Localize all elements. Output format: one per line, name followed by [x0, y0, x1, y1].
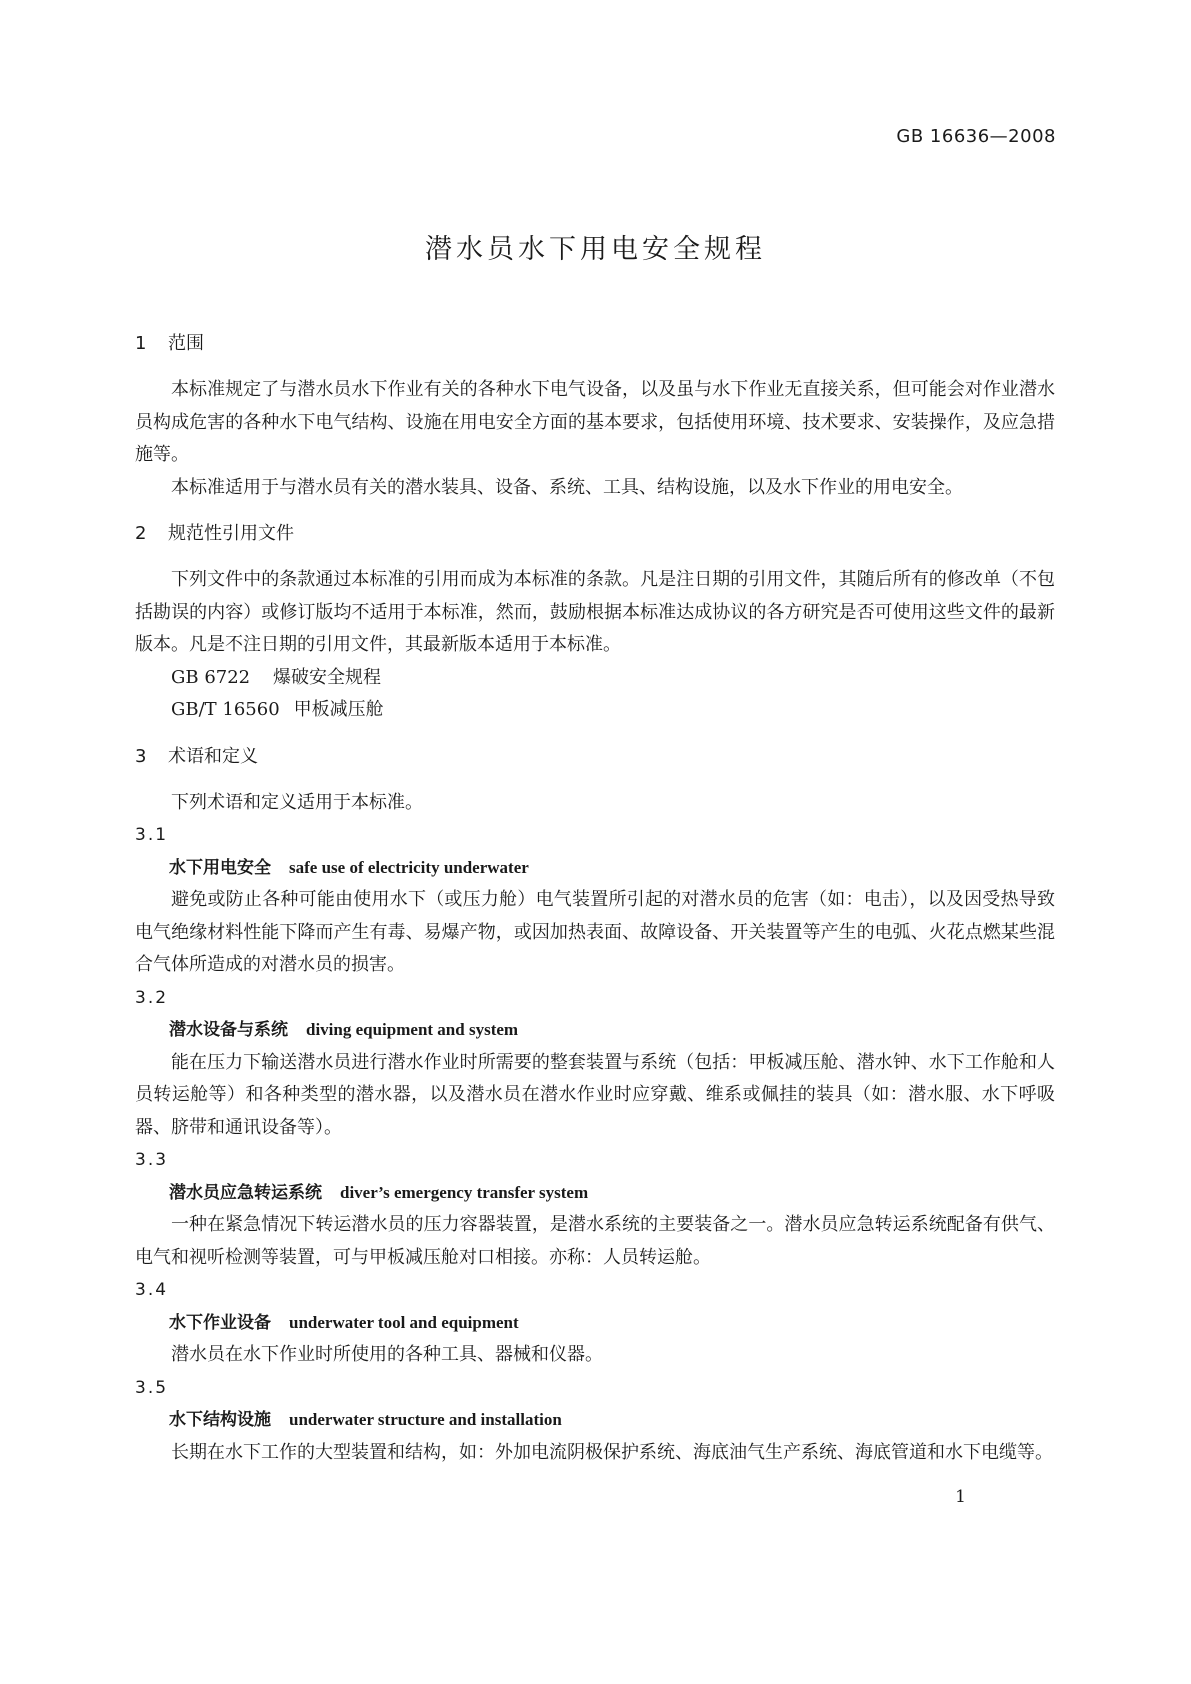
section-title: 范围	[168, 333, 204, 354]
document-body	[135, 332, 1055, 1469]
term-name-zh: 水下用电安全	[169, 857, 271, 878]
term-name-en: underwater structure and installation	[289, 1410, 562, 1429]
term-name-en: underwater tool and equipment	[289, 1312, 519, 1332]
term-name	[135, 852, 1055, 885]
term-number: 3.3	[135, 1150, 169, 1170]
terms-intro: 下列术语和定义适用于本标准。	[171, 791, 423, 813]
term-name-en: diver’s emergency transfer system	[340, 1182, 589, 1202]
scope-paragraph-2: 本标准适用于与潜水员有关的潜水装具、设备、系统、工具、结构设施，以及水下作业的用电安全。	[171, 476, 963, 498]
reference-entry	[135, 694, 1055, 727]
reference-code: GB 6722	[171, 666, 251, 688]
term-definition: 长期在水下工作的大型装置和结构，如：外加电流阴极保护系统、海底油气生产系统、海底管道和水下电缆等。	[171, 1441, 1053, 1463]
section-heading-normative-references	[135, 522, 1055, 546]
reference-code: GB/T 16560	[171, 699, 280, 720]
page-number: 1	[955, 1487, 966, 1507]
reference-entry	[135, 662, 1055, 695]
term-number: 3.2	[135, 987, 169, 1008]
reference-name: 甲板减压舱	[293, 699, 384, 720]
term-definition: 一种在紧急情况下转运潜水员的压力容器装置，是潜水系统的主要装备之一。潜水员应急转运系统配备有供气、电气和视听检测等装置，可与甲板减压舱对口相接。亦称：人员转运舱。	[135, 1214, 1055, 1268]
references-paragraph: 下列文件中的条款通过本标准的引用而成为本标准的条款。凡是注日期的引用文件，其随后所有的修改单（不包括勘误的内容）或修订版均不适用于本标准，然而，鼓励根据本标准达成协议的各方研究是否可使用这些文件的最新版本。凡是不注日期的引用文件，其最新版本适用于本标准。	[135, 569, 1055, 655]
term-definition: 能在压力下输送潜水员进行潜水作业时所需要的整套装置与系统（包括：甲板减压舱、潜水钟、水下工作舱和人员转运舱等）和各种类型的潜水器，以及潜水员在潜水作业时应穿戴、维系或佩挂的装具（如：潜水服、水下呼吸器、脐带和通讯设备等）。	[135, 1051, 1055, 1138]
term-number: 3.5	[135, 1377, 169, 1398]
term-name-zh: 潜水设备与系统	[169, 1020, 288, 1040]
term-number: 3.4	[135, 1280, 169, 1300]
term-name-en: diving equipment and system	[306, 1020, 519, 1039]
term-name	[135, 1177, 1055, 1210]
section-number: 3	[135, 745, 147, 767]
term-definition: 避免或防止各种可能由使用水下（或压力舱）电气装置所引起的对潜水员的危害（如：电击），以及因受热导致电气绝缘材料性能下降而产生有毒、易爆产物，或因加热表面、故障设备、开关装置等产生的电弧、火花点燃某些混合气体所造成的对潜水员的损害。	[135, 889, 1055, 975]
reference-name: 爆破安全规程	[273, 666, 381, 688]
term-name-en: safe use of electricity underwater	[289, 857, 529, 877]
term-name-zh: 水下结构设施	[169, 1410, 271, 1430]
section-heading-terms-definitions	[135, 745, 1055, 769]
standard-code: GB 16636—2008	[896, 126, 1056, 147]
term-name	[135, 1307, 1055, 1340]
term-name-zh: 潜水员应急转运系统	[169, 1182, 322, 1203]
section-heading-scope	[135, 332, 1055, 356]
section-number: 2	[135, 523, 147, 544]
section-title: 术语和定义	[168, 745, 258, 767]
term-number: 3.1	[135, 825, 169, 845]
term-name	[135, 1404, 1055, 1437]
term-name	[135, 1014, 1055, 1047]
document-title: 潜水员水下用电安全规程	[425, 234, 766, 265]
section-number: 1	[135, 333, 147, 354]
term-definition: 潜水员在水下作业时所使用的各种工具、器械和仪器。	[171, 1344, 603, 1365]
section-title: 规范性引用文件	[168, 523, 294, 544]
scope-paragraph-1: 本标准规定了与潜水员水下作业有关的各种水下电气设备，以及虽与水下作业无直接关系，但可能会对作业潜水员构成危害的各种水下电气结构、设施在用电安全方面的基本要求，包括使用环境、技术要求、安装操作，及应急措施等。	[135, 379, 1055, 465]
term-name-zh: 水下作业设备	[169, 1312, 271, 1333]
